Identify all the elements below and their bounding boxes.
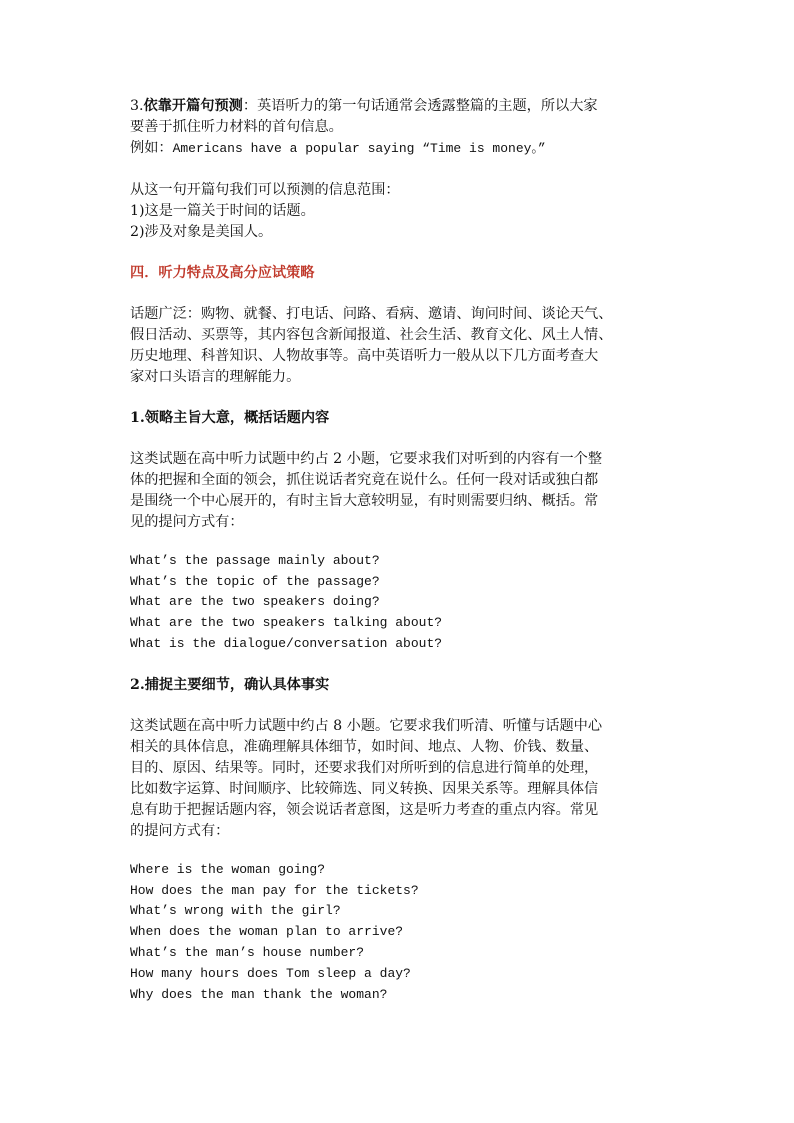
sub2-para-line: 息有助于把握话题内容，领会说话者意图，这是听力考查的重点内容。常见	[130, 801, 599, 818]
spacer	[130, 160, 670, 180]
sub1-question: What are the two speakers talking about?	[130, 615, 443, 631]
sub1-para-line: 见的提问方式有：	[130, 513, 244, 530]
spacer	[130, 655, 670, 675]
sub2-para-line: 比如数字运算、时间顺序、比较筛选、同义转换、因果关系等。理解具体信	[130, 780, 599, 797]
spacer	[130, 533, 670, 551]
intro-line: 历史地理、科普知识、人物故事等。高中英语听力一般从以下几方面考查大	[130, 347, 599, 364]
section3-text: ：英语听力的第一句话通常会透露整篇的主题，所以大家	[242, 98, 598, 114]
sub2-para-line: 相关的具体信息，准确理解具体细节，如时间、地点、人物、价钱、数量、	[130, 738, 599, 755]
spacer	[130, 696, 670, 716]
sub1-para-line: 这类试题在高中听力试题中约占 2 小题，它要求我们对听到的内容有一个整	[130, 450, 603, 467]
sub1-question: What’s the passage mainly about?	[130, 552, 380, 568]
sub1-question: What is the dialogue/conversation about?	[130, 635, 443, 651]
sub2-para-line: 这类试题在高中听力试题中约占 8 小题。它要求我们听清、听懂与话题中心	[130, 717, 603, 734]
sub2-question: What’s wrong with the girl?	[130, 903, 341, 919]
sub1-question: What are the two speakers doing?	[130, 594, 380, 610]
sub1-para-line: 体的把握和全面的领会，抓住说话者究竟在说什么。任何一段对话或独白都	[130, 471, 599, 488]
section3-line2: 要善于抓住听力材料的首句信息。	[130, 119, 343, 135]
sub2-question: When does the woman plan to arrive?	[130, 924, 404, 940]
example-prefix: 例如：	[130, 140, 173, 156]
intro-line: 家对口头语言的理解能力。	[130, 368, 301, 385]
intro-line: 话题广泛：购物、就餐、打电话、问路、看病、邀请、询问时间、谈论天气、	[130, 305, 613, 322]
sub2-para-line: 的提问方式有：	[130, 822, 230, 839]
sub2-question: How does the man pay for the tickets?	[130, 882, 419, 898]
spacer	[130, 388, 670, 408]
example-line	[130, 138, 670, 160]
section3-number: 3.	[130, 98, 144, 114]
document-page	[130, 96, 670, 1005]
sub1-para-line: 是围绕一个中心展开的，有时主旨大意较明显，有时则需要归纳、概括。常	[130, 492, 599, 509]
predict-item: 2)涉及对象是美国人。	[130, 223, 273, 240]
sub1-question: What’s the topic of the passage?	[130, 573, 380, 589]
example-english: Americans have a popular saying “Time is money。”	[172, 141, 546, 156]
predict-intro: 从这一句开篇句我们可以预测的信息范围：	[130, 181, 400, 198]
sub2-question: What’s the man’s house number?	[130, 944, 365, 960]
sub2-question: Where is the woman going?	[130, 861, 326, 877]
sub2-heading: 2.捕捉主要细节，确认具体事实	[130, 676, 330, 693]
sub2-question: How many hours does Tom sleep a day?	[130, 965, 411, 981]
section3-heading: 依靠开篇句预测	[143, 98, 243, 114]
intro-line: 假日活动、买票等，其内容包含新闻报道、社会生活、教育文化、风土人情、	[130, 326, 613, 343]
predict-item: 1)这是一篇关于时间的话题。	[130, 202, 315, 219]
sub1-heading: 1.领略主旨大意，概括话题内容	[130, 409, 330, 426]
section3-line1	[130, 96, 670, 117]
spacer	[130, 842, 670, 860]
spacer	[130, 243, 670, 263]
part4-title: 四．听力特点及高分应试策略	[130, 264, 315, 281]
spacer	[130, 284, 670, 304]
sub2-question: Why does the man thank the woman?	[130, 986, 388, 1002]
spacer	[130, 429, 670, 449]
sub2-para-line: 目的、原因、结果等。同时，还要求我们对所听到的信息进行简单的处理，	[130, 759, 599, 776]
